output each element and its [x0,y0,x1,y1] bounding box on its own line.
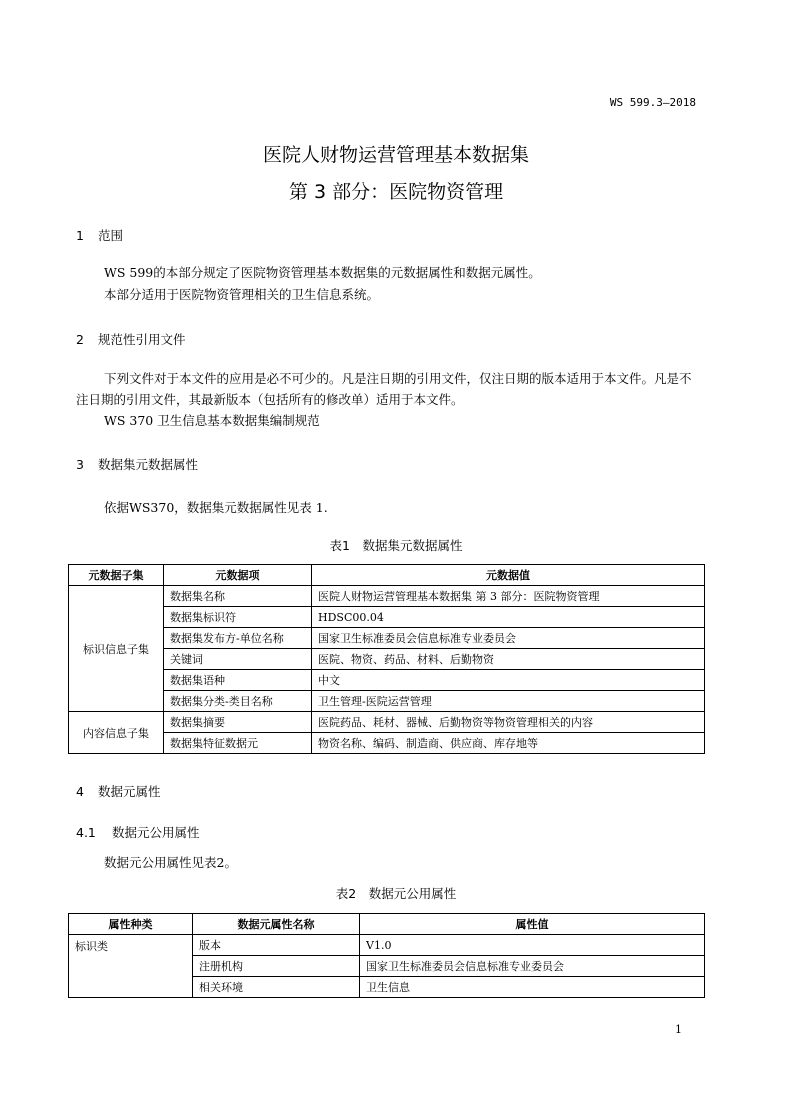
section-title: 数据元公用属性 [112,825,200,840]
value-cell: V1.0 [360,935,705,956]
item-cell: 数据集摘要 [164,712,312,733]
section-number: 3 [76,457,84,472]
section-number: 4 [76,784,84,799]
item-cell: 数据集分类-类目名称 [164,691,312,712]
category-cell: 标识类 [69,935,193,998]
table-2-caption: 表2 数据元公用属性 [335,886,457,901]
column-header: 数据元属性名称 [193,914,360,935]
column-header: 元数据值 [312,565,705,586]
value-cell: 医院人财物运营管理基本数据集 第 3 部分：医院物资管理 [312,586,705,607]
item-cell: 数据集特征数据元 [164,733,312,754]
section-number: 4.1 [76,825,96,840]
section-2-paragraph-1: 下列文件对于本文件的应用是必不可少的。凡是注日期的引用文件，仅注日期的版本适用于本文件。凡是不注日期的引用文件，其最新版本（包括所有的修改单）适用于本文件。 [76,371,692,407]
column-header: 属性种类 [69,914,193,935]
standard-number: WS 599.3—2018 [609,96,696,109]
item-cell: 数据集标识符 [164,607,312,628]
table-row [69,935,705,956]
section-title: 数据集元数据属性 [98,457,199,472]
value-cell: 中文 [312,670,705,691]
page-number: 1 [675,1023,682,1036]
column-header: 属性值 [360,914,705,935]
section-1-paragraph-1: WS 599的本部分规定了医院物资管理基本数据集的元数据属性和数据元属性。 [104,265,541,280]
item-cell: 数据集语种 [164,670,312,691]
value-cell: 物资名称、编码、制造商、供应商、库存地等 [312,733,705,754]
item-cell: 相关环境 [193,977,360,998]
value-cell: 卫生信息 [360,977,705,998]
table-row [69,649,705,670]
section-3-heading [76,455,198,473]
table-row [69,607,705,628]
item-cell: 关键词 [164,649,312,670]
table-row [69,586,705,607]
value-cell: HDSC00.04 [312,607,705,628]
column-header: 元数据项 [164,565,312,586]
section-title: 数据元属性 [98,784,161,799]
subset-cell: 标识信息子集 [69,586,164,712]
section-4-1-paragraph-1: 数据元公用属性见表2。 [104,855,237,870]
section-number: 1 [76,228,84,243]
table-2 [68,913,705,998]
table-1 [68,564,705,754]
table-header-row [69,565,705,586]
item-cell: 注册机构 [193,956,360,977]
document-title: 医院人财物运营管理基本数据集 [262,144,529,166]
item-cell: 数据集名称 [164,586,312,607]
table-1-caption: 表1 数据集元数据属性 [329,538,463,553]
item-cell: 版本 [193,935,360,956]
table-row [69,733,705,754]
table-row [69,670,705,691]
section-2-heading [76,330,186,348]
table-row [69,712,705,733]
section-3-paragraph-1: 依据WS370，数据集元数据属性见表 1. [104,500,328,515]
subset-cell: 内容信息子集 [69,712,164,754]
value-cell: 医院药品、耗材、器械、后勤物资等物资管理相关的内容 [312,712,705,733]
section-4-heading [76,782,161,800]
section-4-1-heading [76,823,200,841]
section-1-paragraph-2: 本部分适用于医院物资管理相关的卫生信息系统。 [104,287,380,302]
document-subtitle: 第 3 部分：医院物资管理 [288,181,504,203]
value-cell: 医院、物资、药品、材料、后勤物资 [312,649,705,670]
table-row [69,691,705,712]
value-cell: 卫生管理-医院运营管理 [312,691,705,712]
table-header-row [69,914,705,935]
section-number: 2 [76,332,84,347]
section-2-paragraph-2: WS 370 卫生信息基本数据集编制规范 [104,413,320,428]
section-title: 规范性引用文件 [98,332,186,347]
value-cell: 国家卫生标准委员会信息标准专业委员会 [312,628,705,649]
column-header: 元数据子集 [69,565,164,586]
section-1-heading [76,226,123,244]
section-title: 范围 [98,228,124,243]
value-cell: 国家卫生标准委员会信息标准专业委员会 [360,956,705,977]
item-cell: 数据集发布方-单位名称 [164,628,312,649]
table-row [69,628,705,649]
